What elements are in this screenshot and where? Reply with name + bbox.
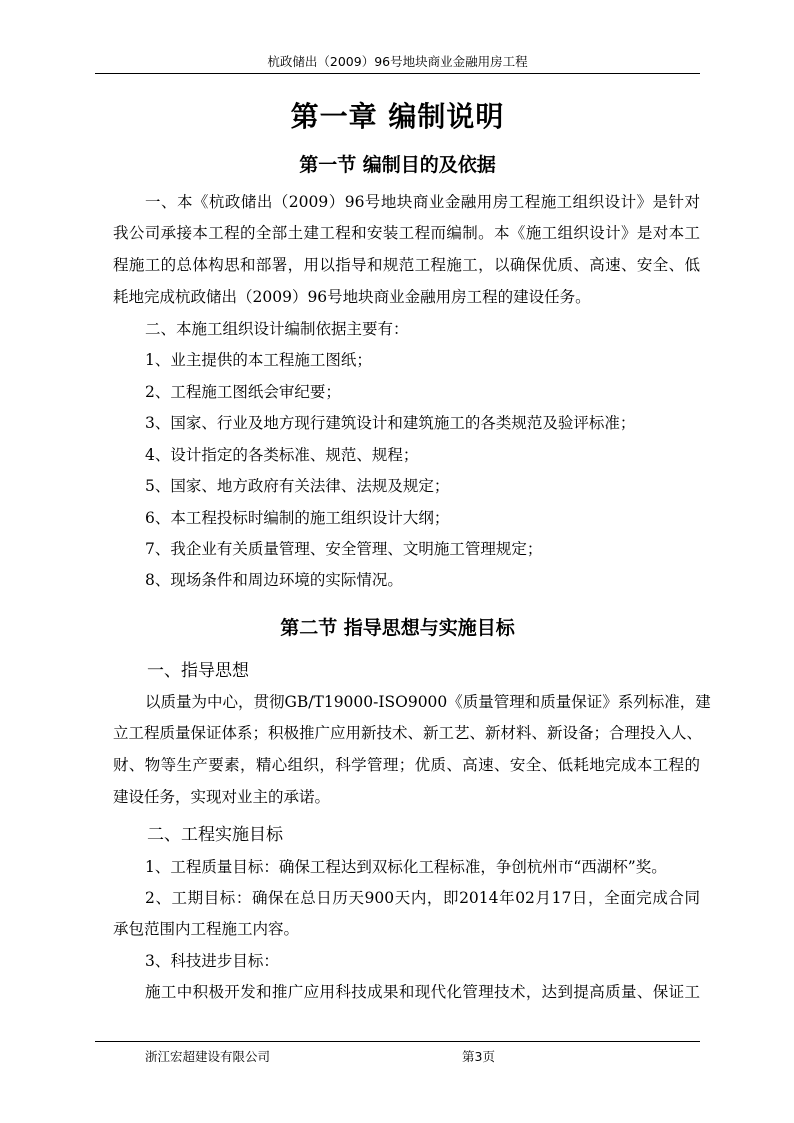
footer-company: 浙江宏超建设有限公司 xyxy=(145,1049,271,1064)
sub-heading-guiding-ideas: 一、指导思想 xyxy=(147,661,249,681)
paragraph-line: 一、本《杭政储出（2009）96号地块商业金融用房工程施工组织设计》是针对 xyxy=(145,193,700,211)
goal-line: 承包范围内工程施工内容。 xyxy=(113,920,300,938)
footer-rule xyxy=(95,1041,700,1042)
paragraph-line: 程施工的总体构思和部署，用以指导和规范工程施工，以确保优质、高速、安全、低 xyxy=(113,256,700,274)
list-item: 3、国家、行业及地方现行建筑设计和建筑施工的各类规范及验评标准； xyxy=(145,414,636,432)
list-item: 4、设计指定的各类标准、规范、规程； xyxy=(145,446,419,464)
goal-line: 3、科技进步目标： xyxy=(145,952,279,970)
paragraph-line: 立工程质量保证体系；积极推广应用新技术、新工艺、新材料、新设备；合理投入人、 xyxy=(113,724,703,742)
goal-line: 2、工期目标：确保在总日历天900天内，即2014年02月17日，全面完成合同 xyxy=(145,889,700,907)
paragraph-line: 我公司承接本工程的全部土建工程和安装工程而编制。本《施工组织设计》是对本工 xyxy=(113,224,700,242)
section-title-1: 第一节 编制目的及依据 xyxy=(299,154,496,176)
chapter-title: 第一章 编制说明 xyxy=(290,100,505,133)
paragraph-line: 建设任务，实现对业主的承诺。 xyxy=(113,788,331,806)
header-rule xyxy=(95,73,700,74)
footer-page-number: 第3页 xyxy=(462,1049,495,1064)
running-header: 杭政储出（2009）96号地块商业金融用房工程 xyxy=(267,54,528,69)
paragraph-line: 以质量为中心，贯彻GB/T19000-ISO9000《质量管理和质量保证》系列标准，建 xyxy=(145,693,711,711)
sub-heading-implementation-goals: 二、工程实施目标 xyxy=(147,825,283,845)
section-title-2: 第二节 指导思想与实施目标 xyxy=(280,617,515,639)
goal-line: 施工中积极开发和推广应用科技成果和现代化管理技术，达到提高质量、保证工 xyxy=(145,983,700,1001)
paragraph-line: 耗地完成杭政储出（2009）96号地块商业金融用房工程的建设任务。 xyxy=(113,288,591,306)
basis-intro: 二、本施工组织设计编制依据主要有： xyxy=(145,320,409,338)
list-item: 2、工程施工图纸会审纪要； xyxy=(145,383,341,401)
list-item: 1、业主提供的本工程施工图纸； xyxy=(145,351,372,369)
paragraph-line: 财、物等生产要素，精心组织，科学管理；优质、高速、安全、低耗地完成本工程的 xyxy=(113,756,700,774)
list-item: 6、本工程投标时编制的施工组织设计大纲； xyxy=(145,509,450,527)
list-item: 8、现场条件和周边环境的实际情况。 xyxy=(145,571,403,589)
goal-line: 1、工程质量目标：确保工程达到双标化工程标准，争创杭州市“西湖杯”奖。 xyxy=(145,858,667,876)
list-item: 7、我企业有关质量管理、安全管理、文明施工管理规定； xyxy=(145,540,543,558)
list-item: 5、国家、地方政府有关法律、法规及规定； xyxy=(145,477,450,495)
